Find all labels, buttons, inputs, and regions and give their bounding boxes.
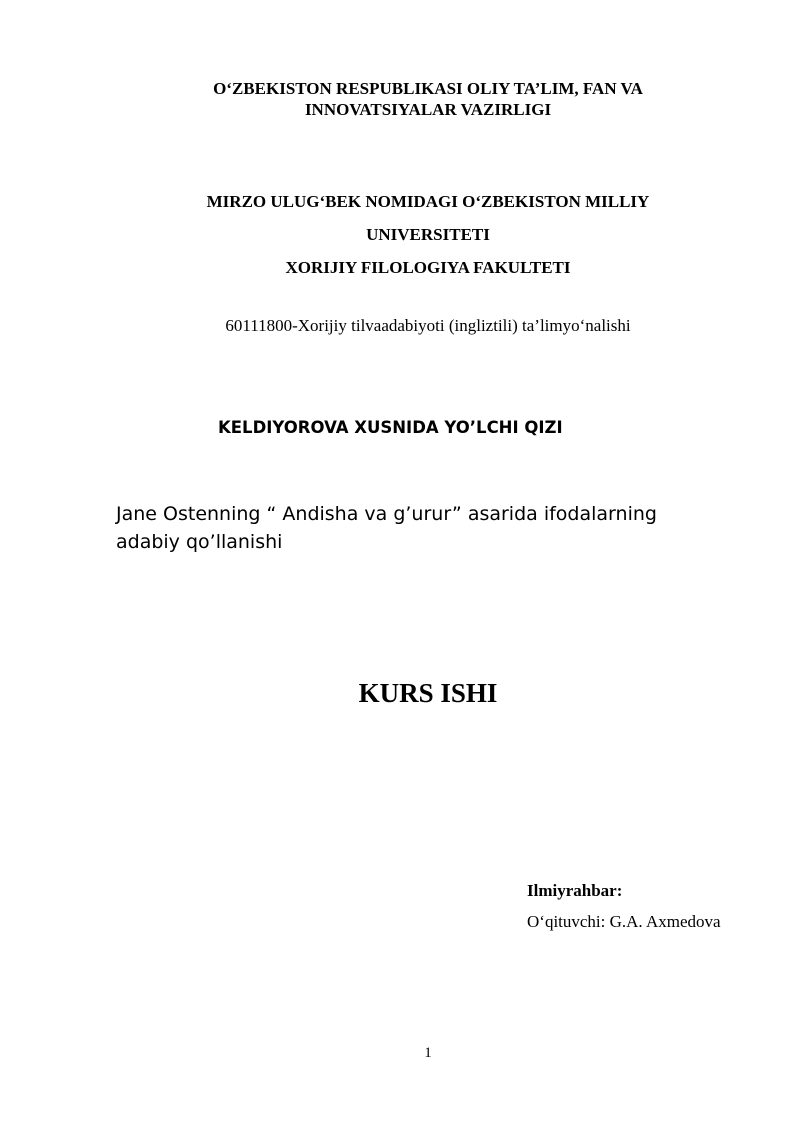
ministry-line-2: INNOVATSIYALAR VAZIRLIGI [304, 100, 552, 119]
university-heading [0, 185, 800, 284]
student-name: KELDIYOROVA XUSNIDA YO’LCHI QIZI [218, 418, 563, 437]
supervisor-name: O‘qituvchi: G.A. Axmedova [527, 912, 721, 931]
faculty-line: XORIJIY FILOLOGIYA FAKULTETI [285, 258, 571, 277]
ministry-heading [0, 78, 800, 120]
work-type-title: KURS ISHI [358, 678, 498, 708]
supervisor-label: Ilmiyrahbar: [527, 881, 623, 900]
topic-title: Jane Ostenning “ Andisha va g’urur” asarida ifodalarning adabiy qo’llanishi [116, 503, 657, 553]
university-line-2: UNIVERSITETI [366, 225, 490, 244]
program-line: 60111800-Xorijiy tilvaadabiyoti (ingliztili) ta’limyo‘nalishi [225, 316, 631, 335]
page-number: 1 [424, 1045, 432, 1061]
university-line-1: MIRZO ULUG‘BEK NOMIDAGI O‘ZBEKISTON MILLIY [206, 192, 650, 211]
ministry-line-1: O‘ZBEKISTON RESPUBLIKASI OLIY TA’LIM, FAN VA [213, 79, 643, 98]
